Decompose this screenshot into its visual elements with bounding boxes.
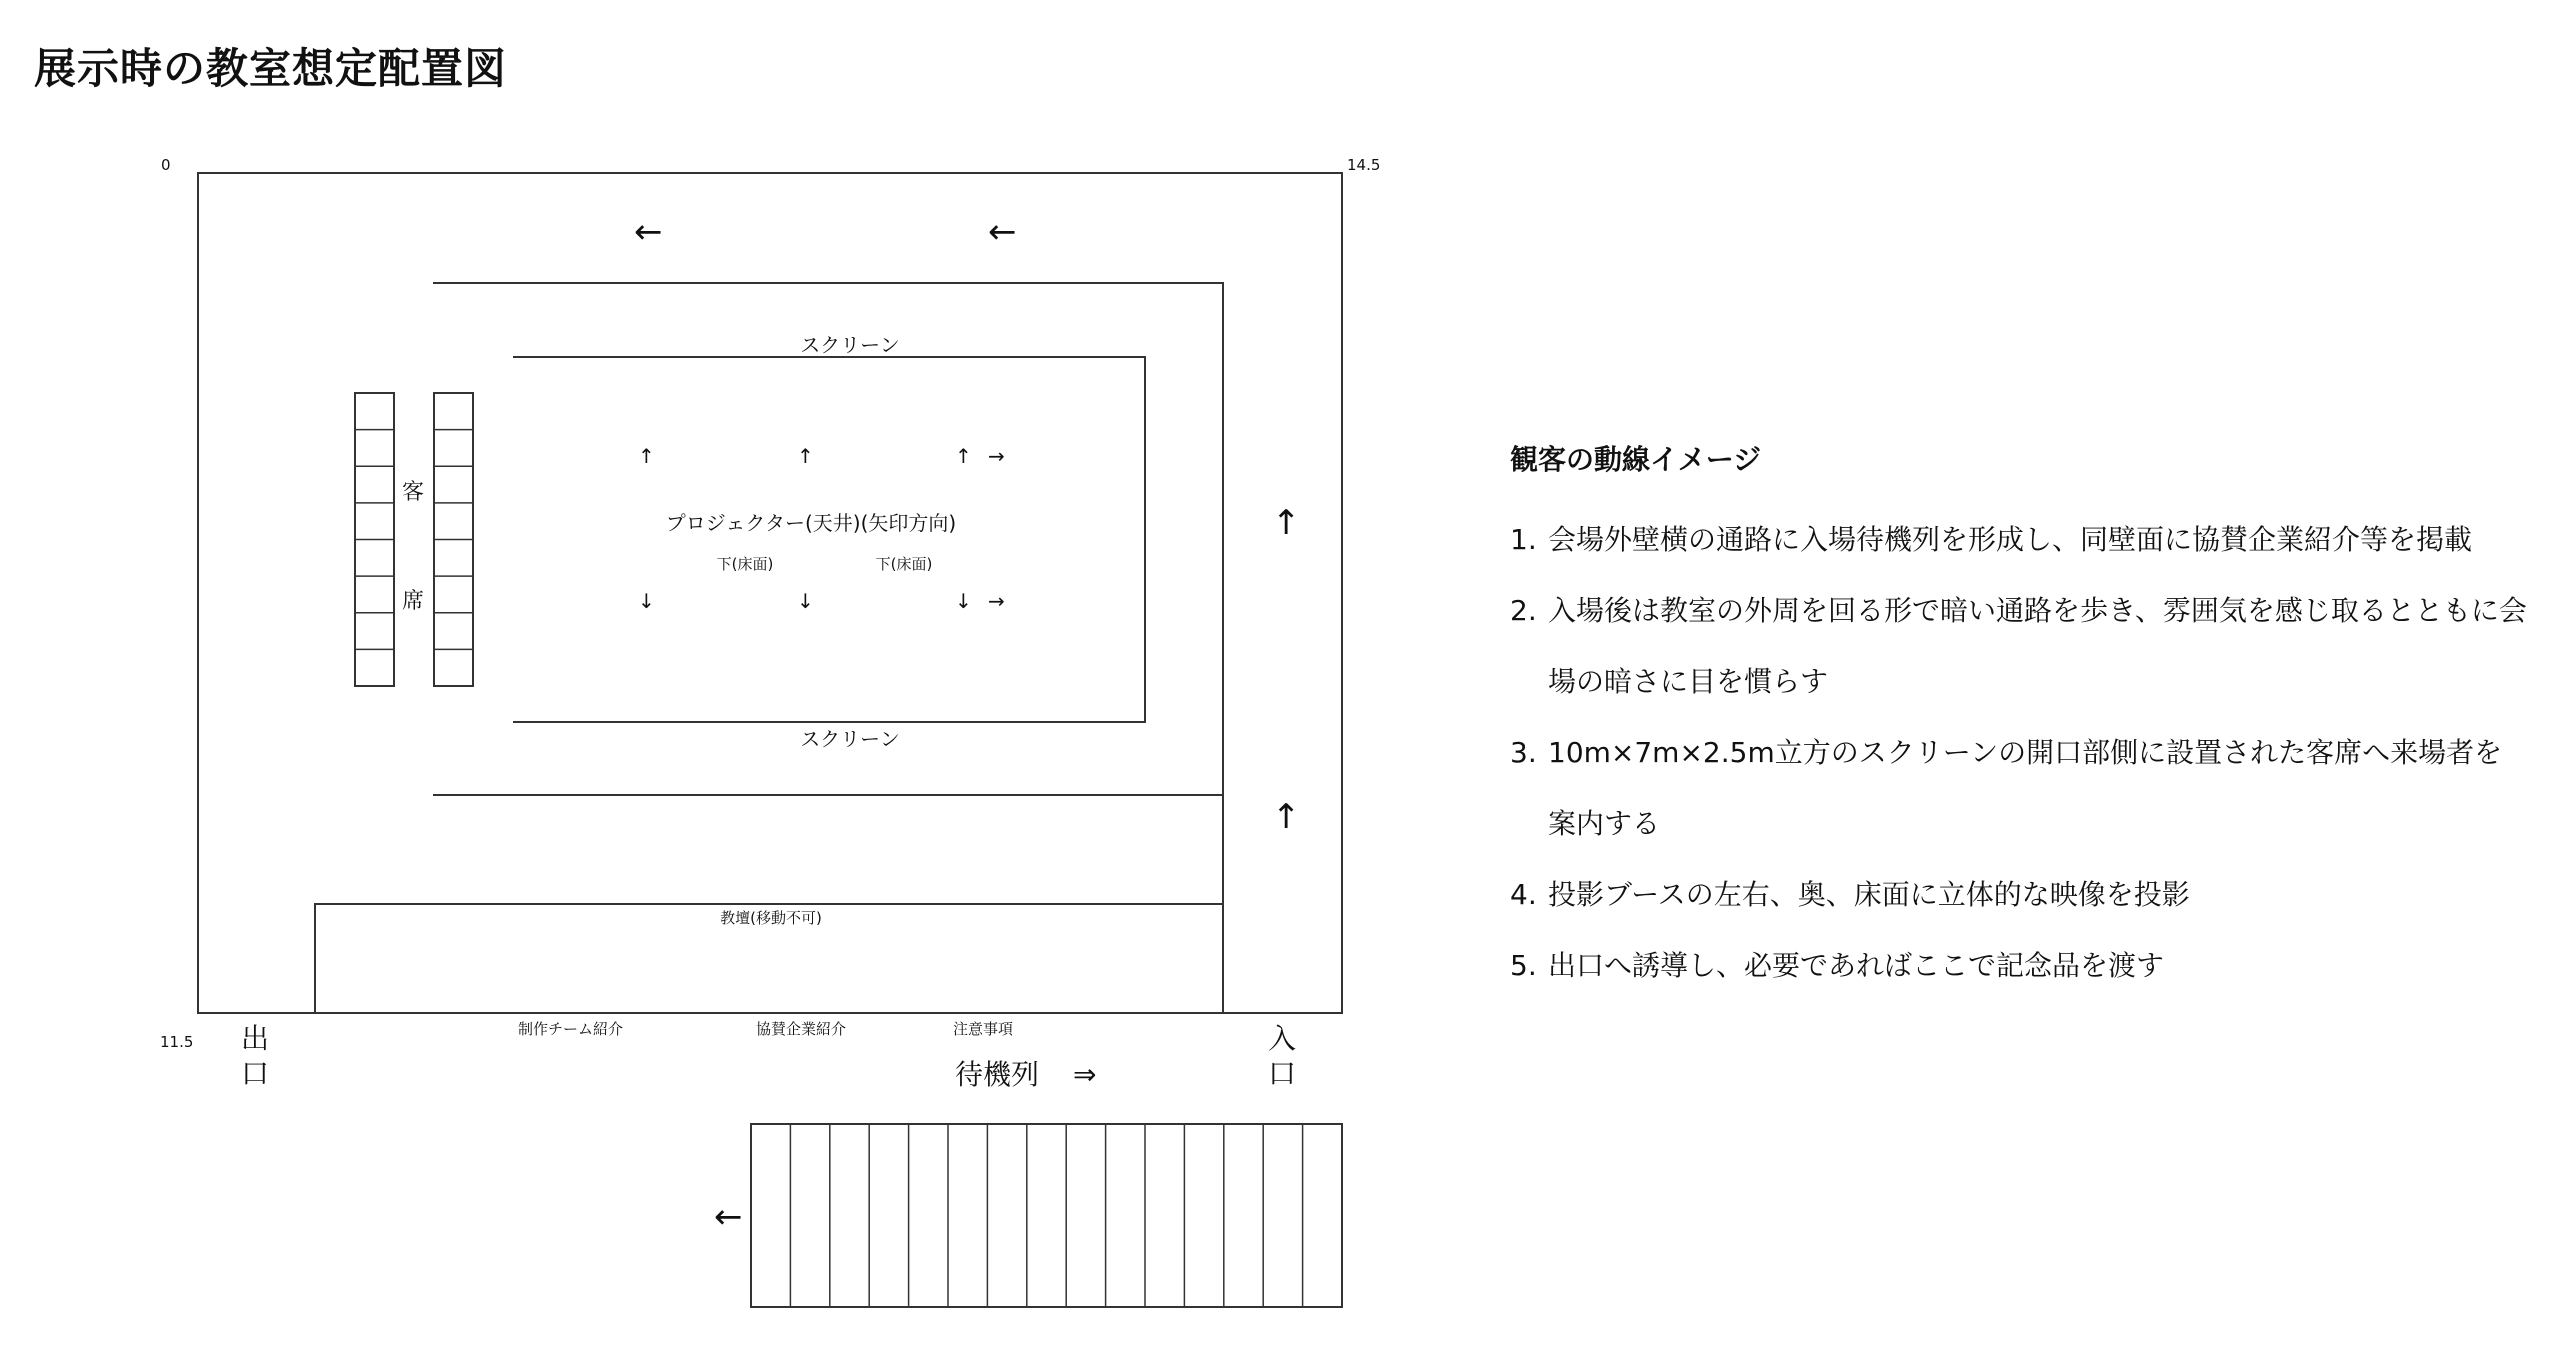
coord-bottom-left: 11.5 (160, 1033, 194, 1051)
wall-label-notes: 注意事項 (953, 1020, 1014, 1038)
flow-item-text: 出口へ誘導し、必要であればここで記念品を渡す (1548, 949, 2165, 982)
exit-label: 出 (241, 1022, 270, 1055)
screen-booth (513, 357, 1145, 722)
floor-label-right: 下(床面) (875, 555, 933, 573)
visitor-flow-panel (1510, 440, 2530, 1001)
screen-label-bottom: スクリーン (800, 727, 900, 751)
arrow-up-icon: ↑ (797, 444, 814, 468)
flow-list (1510, 504, 2530, 1001)
queue-label: 待機列 (955, 1058, 1040, 1091)
entrance-label: 口 (1268, 1057, 1297, 1090)
arrow-left-icon: ← (634, 212, 663, 252)
flow-item-text: 会場外壁横の通路に入場待機列を形成し、同壁面に協賛企業紹介等を掲載 (1548, 523, 2473, 556)
projector-label: プロジェクター(天井)(矢印方向) (665, 511, 957, 535)
seat-label: 席 (402, 589, 425, 614)
arrow-down-icon: ↓ (638, 589, 655, 613)
flow-item (1510, 859, 2530, 930)
wall-label-team: 制作チーム紹介 (518, 1020, 624, 1038)
flow-item (1510, 504, 2530, 575)
flow-item-number: 1. (1510, 523, 1537, 556)
wall-label-sponsor: 協賛企業紹介 (756, 1020, 847, 1038)
arrow-down-icon: ↓ (955, 589, 972, 613)
room-outline (198, 173, 1342, 1013)
arrow-right-icon: → (988, 589, 1005, 613)
arrow-right-icon: → (988, 444, 1005, 468)
flow-item-text: 入場後は教室の外周を回る形で暗い通路を歩き、雰囲気を感じ取るとともに会場の暗さに目を慣らす (1548, 594, 2527, 698)
screen-label-top: スクリーン (800, 333, 900, 357)
arrow-left-icon: ← (988, 212, 1017, 252)
floor-label-left: 下(床面) (716, 555, 774, 573)
arrow-up-icon: ↑ (1272, 797, 1301, 837)
flow-item-number: 5. (1510, 949, 1537, 982)
page-title: 展示時の教室想定配置図 (34, 44, 508, 93)
flow-item (1510, 717, 2530, 859)
flow-item-number: 2. (1510, 594, 1537, 627)
coord-top-left: 0 (161, 156, 171, 174)
entrance-label: 入 (1268, 1022, 1297, 1055)
flow-item-number: 3. (1510, 736, 1537, 769)
arrow-down-icon: ↓ (797, 589, 814, 613)
flow-title: 観客の動線イメージ (1510, 443, 1762, 476)
podium-label: 教壇(移動不可) (720, 909, 822, 927)
seat-label: 客 (402, 480, 425, 505)
flow-item-number: 4. (1510, 878, 1537, 911)
arrow-up-icon: ↑ (1272, 503, 1301, 543)
flow-item-text: 10m×7m×2.5m立方のスクリーンの開口部側に設置された客席へ来場者を案内する (1548, 736, 2503, 840)
flow-item (1510, 930, 2530, 1001)
arrow-up-icon: ↑ (638, 444, 655, 468)
queue-arrow-icon: ⇒ (1073, 1058, 1097, 1091)
exit-label: 口 (241, 1057, 270, 1090)
arrow-up-icon: ↑ (955, 444, 972, 468)
coord-top-right: 14.5 (1347, 156, 1381, 174)
arrow-left-icon: ← (714, 1197, 743, 1237)
flow-item-text: 投影ブースの左右、奥、床面に立体的な映像を投影 (1548, 878, 2190, 911)
flow-item (1510, 575, 2530, 717)
queue-grid (751, 1124, 1342, 1307)
